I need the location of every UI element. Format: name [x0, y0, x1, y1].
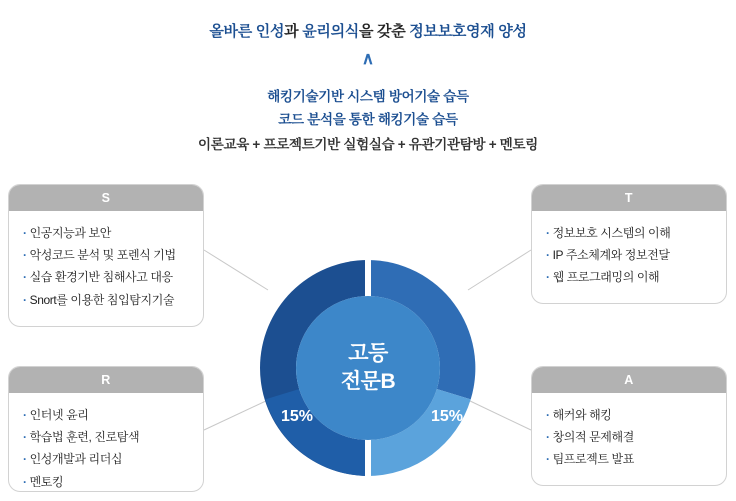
donut-chart [248, 248, 488, 488]
list-item: · 해커와 해킹 [546, 404, 712, 426]
list-item: · 창의적 문제해결 [546, 426, 712, 448]
list-item: · 학습법 훈련, 진로탐색 [23, 426, 189, 448]
list-item: · 멘토킹 [23, 471, 189, 493]
list-item: · Snort를 이용한 침입탐지기술 [23, 289, 189, 311]
category-box-s-title: S [9, 185, 203, 211]
donut-center-label [296, 296, 440, 440]
donut-percent-s: 50% [274, 258, 307, 275]
donut-percent-r: 15% [281, 408, 314, 425]
donut-percent-t: 20% [427, 258, 460, 275]
list-item: · 인공지능과 보안 [23, 222, 189, 244]
list-item: · 정보보호 시스템의 이해 [546, 222, 712, 244]
list-item: · IP 주소체계와 정보전달 [546, 244, 712, 266]
category-box-t-title: T [532, 185, 726, 211]
category-box-r-body [9, 393, 203, 501]
subtitle-line-3: 이론교육 + 프로젝트기반 실험실습 + 유관기관탐방 + 멘토링 [198, 137, 538, 152]
donut-center-line-1: 고등 [348, 342, 388, 366]
category-box-r[interactable] [8, 366, 204, 492]
donut-percent-a: 15% [431, 408, 464, 425]
headline-part-1: 올바른 인성 [209, 23, 285, 40]
list-item: · 실습 환경기반 침해사고 대응 [23, 266, 189, 288]
list-item: · 팀프로젝트 발표 [546, 448, 712, 470]
category-box-a[interactable] [531, 366, 727, 486]
headline-part-5: 정보보호영재 양성 [409, 23, 527, 40]
chevron-up-icon: ∧ [361, 49, 375, 68]
headline-part-3: 윤리의식 [302, 23, 359, 40]
category-box-r-title: R [9, 367, 203, 393]
headline-part-4: 을 갖춘 [358, 23, 410, 40]
category-box-a-title: A [532, 367, 726, 393]
category-box-t-body [532, 211, 726, 297]
subtitle-line-2: 코드 분석을 통한 해킹기술 습득 [278, 112, 458, 127]
list-item: · 인성개발과 리더십 [23, 448, 189, 470]
list-item: · 웹 프로그래밍의 이해 [546, 266, 712, 288]
list-item: · 인터넷 윤리 [23, 404, 189, 426]
category-box-s[interactable] [8, 184, 204, 327]
category-box-s-body [9, 211, 203, 319]
subtitle-line-1: 해킹기술기반 시스템 방어기술 습득 [267, 89, 469, 104]
list-item: · 악성코드 분석 및 포렌식 기법 [23, 244, 189, 266]
donut-center-line-2: 전문B [340, 370, 396, 393]
category-box-t[interactable] [531, 184, 727, 304]
category-box-a-body [532, 393, 726, 479]
page-title [0, 20, 736, 41]
headline-part-2: 과 [284, 23, 303, 40]
